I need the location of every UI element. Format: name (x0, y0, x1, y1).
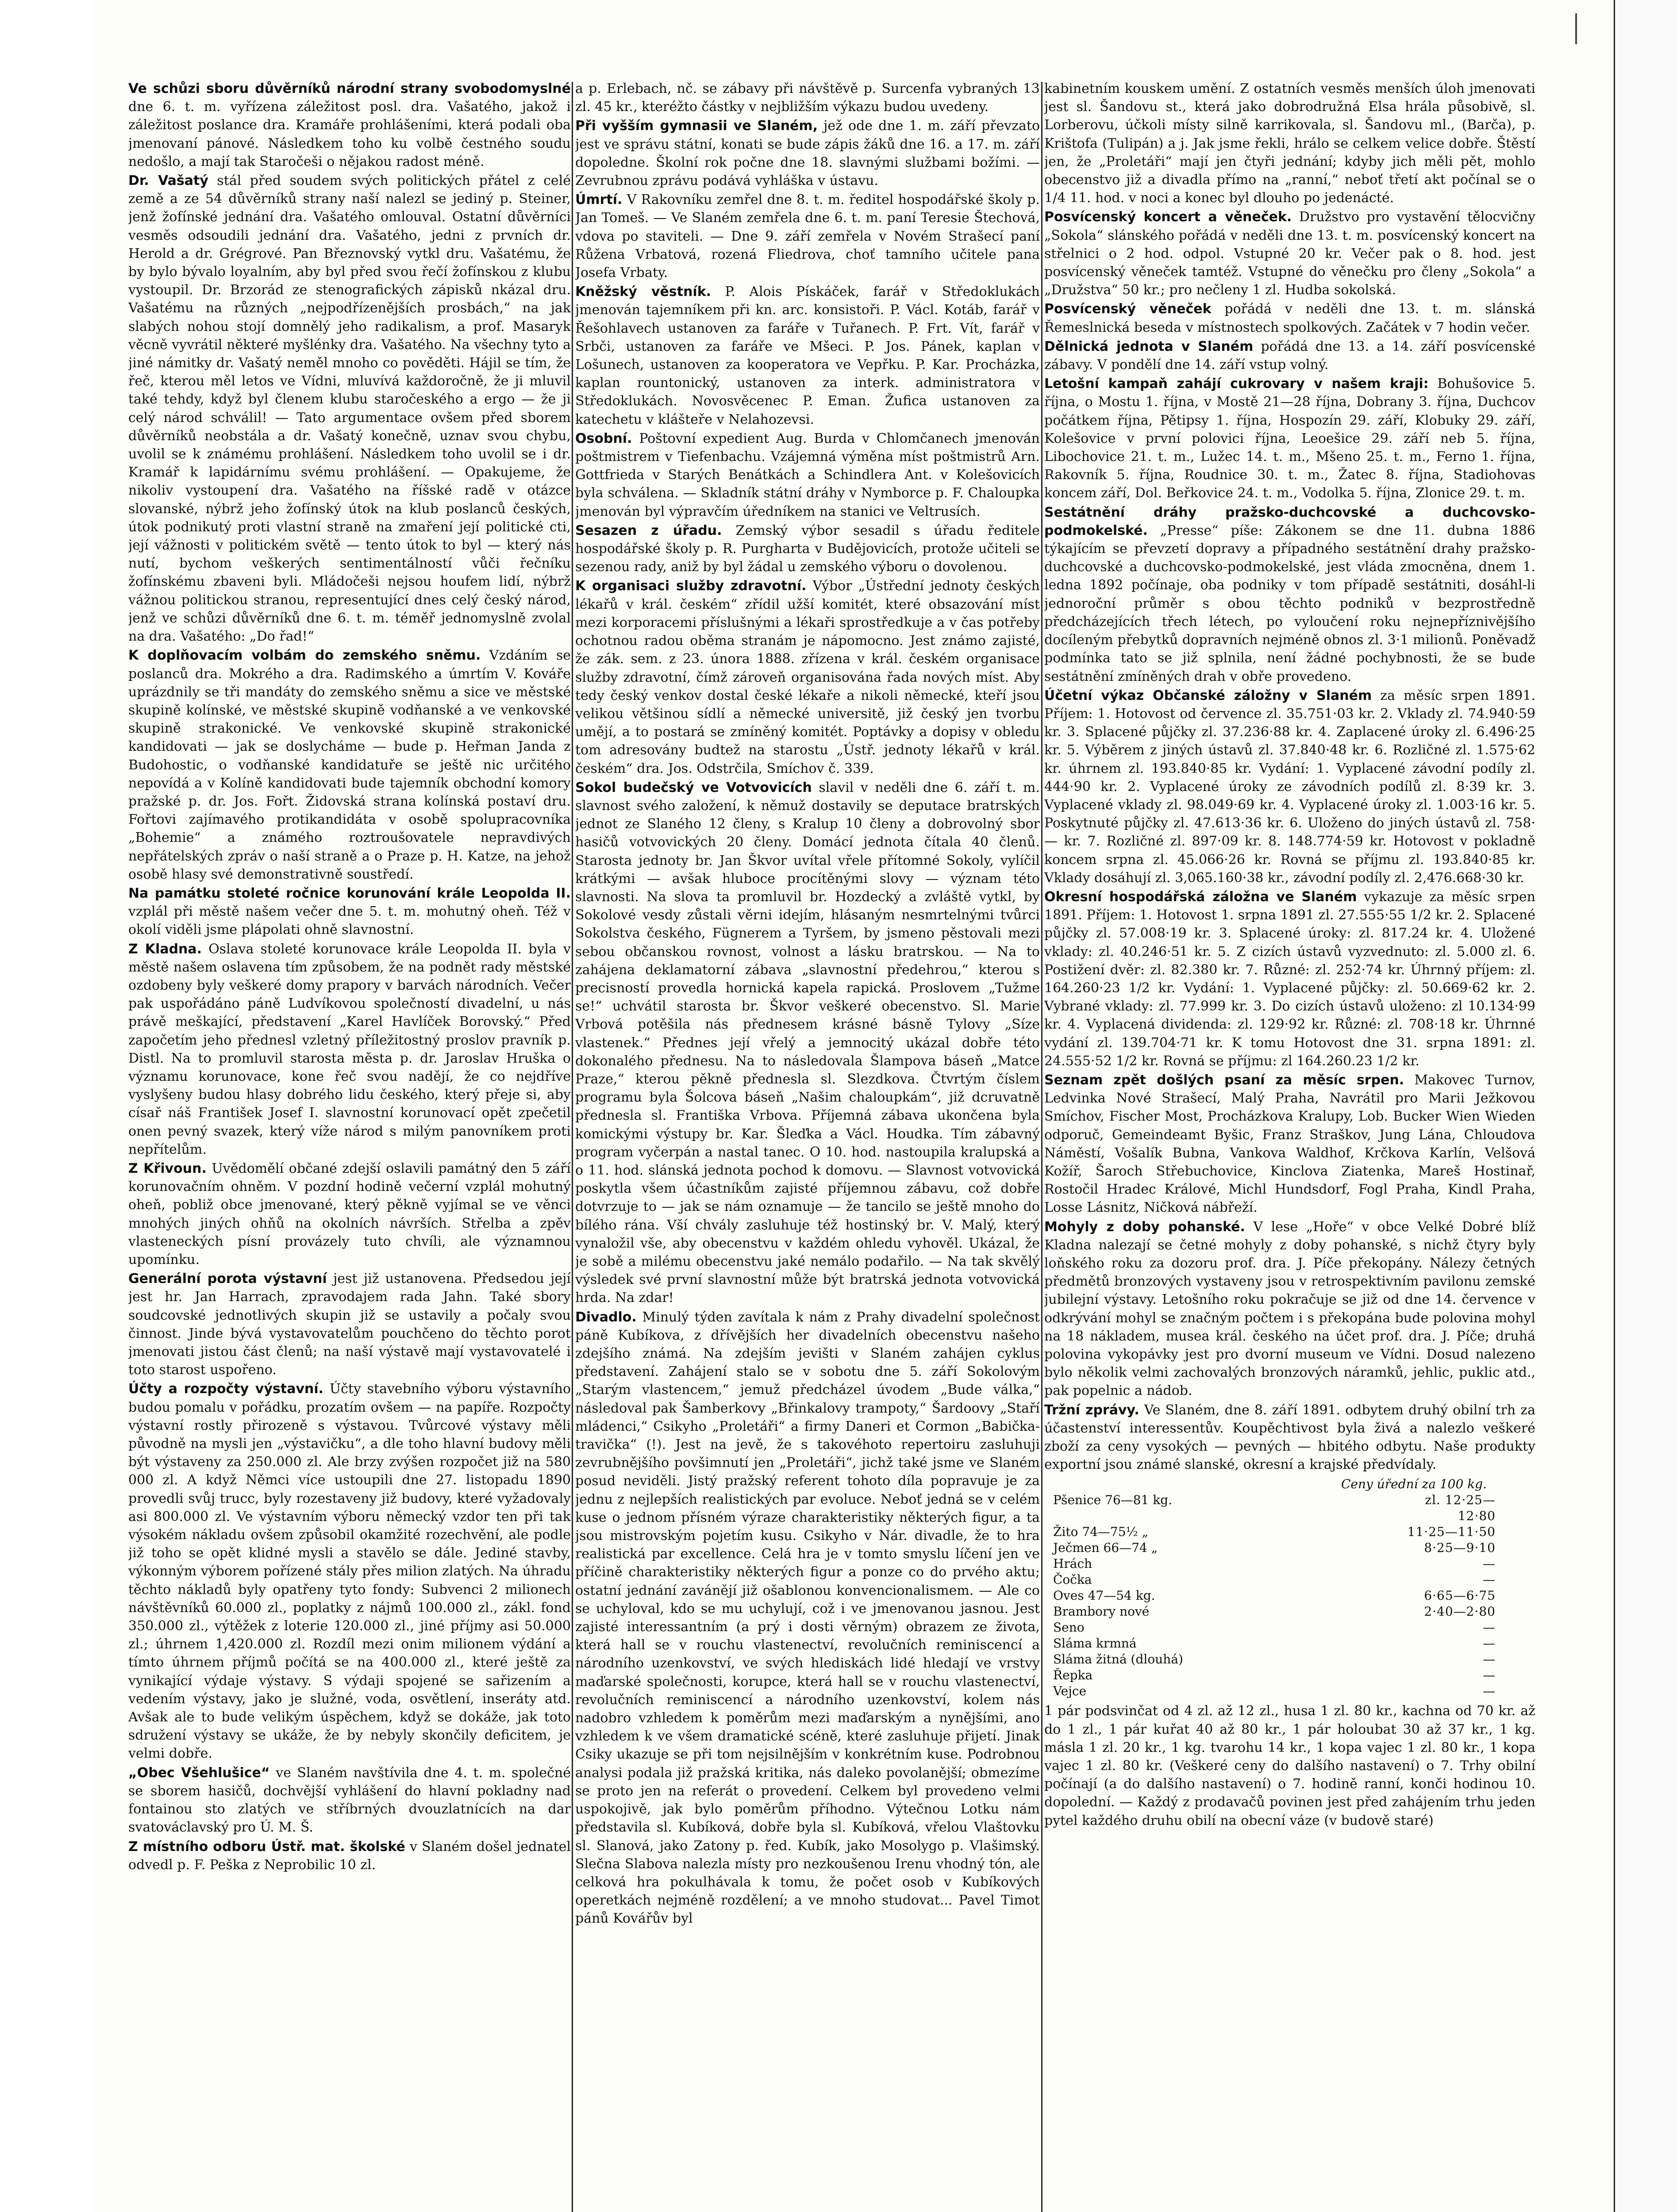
price-row (1044, 1667, 1535, 1683)
article (128, 1380, 571, 1763)
column-3 (1044, 80, 1535, 2212)
price-row (1044, 1636, 1535, 1651)
article-text: Oslava stoleté korunovace krále Leopolda II. byla v městě našem oslavena tím způsobem, že na podnět rady městské ozdobeny byly veškeré domy prapory v barvách národních. Večer pak uspořádáno páně Ludvíkovou společností divadelní, u nás právě meškající, představení „Karel Havlíček Borovský.“ Před započetím jeho přednesl vzletný příležitostný proslov pravník p. Distl. Na to promluvil starosta města p. dr. Jaroslav Hruška o významu korunovace, kone řeč svou nadějí, že co nejdříve vyslyšeny budou hlasy dobrého lidu českého, který přeje si, aby císař náš František Josef I. slavnostní korunovací opět zpečetil onen pevný svazek, který víže národ s milým panovníkem proti nepřítelům. (128, 941, 571, 1157)
article-heading: Osobní. (575, 430, 632, 446)
article-text: za měsíc srpen 1891. Příjem: 1. Hotovost od července zl. 35.751·03 kr. 2. Vklady zl. 74.940·59 kr. 3. Splacené půjčky zl. 37.236·88 kr. 4. Zaplacené úroky zl. 6.496·25 kr. 5. Výběrem z jiných ústavů zl. 37.840·48 kr. 6. Rozličné zl. 1.575·62 kr. úhrnem zl. 193.840·85 kr. Vydání: 1. Vyplacené závodní podíly zl. 444·90 kr. 2. Vyplacené úroky ze závodních podílů zl. 8·39 kr. 3. Vyplacené vklady zl. 98.049·69 kr. 4. Vyplacené úroky zl. 1.003·16 kr. 5. Poskytnuté půjčky zl. 47.613·36 kr. 6. Uloženo do jiných ústavů zl. 758·— kr. 7. Rozličné zl. 897·09 kr. 8. 148.774·59 kr. Hotovost v pokladně koncem srpna zl. 45.066·26 kr. Rovná se příjmu zl. 193.840·85 kr. Vklady dosáhují zl. 3,065.160·38 kr., závodní podíly zl. 2,476.668·30 kr. (1044, 687, 1535, 886)
article-text: dne 6. t. m. vyřízena záležitost posl. dra. Vašatého, jakož i záležitost poslance dra. Kramáře prohlášeními, která podali oba jmenovaní pánové. Následkem toho ku volbě čestného soudu nedošlo, a mají tak Staročeši o nějakou radost méně. (128, 99, 571, 169)
article-heading: Kněžský věstník. (575, 284, 712, 300)
article (1044, 687, 1535, 887)
article-heading: Z Křivoun. (128, 1160, 207, 1176)
commodity-name: Hrách (1053, 1556, 1092, 1571)
article-heading: Okresní hospodářská záložna ve Slaném (1044, 889, 1357, 905)
article-text: ve Slaném navštívila dne 4. t. m. společné se sborem hasičů, dochvější vyhlášení do hlavní pokladny nad fontainou sto zlatých ve stříbrných dvouzlatnících na dar svatováclavský pro Ú. M. Š. (128, 1765, 571, 1836)
article (128, 1838, 571, 1874)
commodity-price: — (1483, 1620, 1496, 1635)
article (128, 1270, 571, 1379)
article (575, 577, 1040, 777)
article-text: jest již ustanovena. Předsedou její jest hr. Jan Harrach, zpravodajem rada Jahn. Také sbory soudcovské jednotlivých skupin již se ustavily a počaly svou činnost. Jinde bývá vystavovatelům pouchčeno do těchto porot jmenovati jistou část členů; na naší výstavě mají vystavovatelé i toto starost uspořeno. (128, 1271, 571, 1378)
right-page-edge (1614, 0, 1677, 2212)
article-text: vykazuje za měsíc srpen 1891. Příjem: 1. Hotovost 1. srpna 1891 zl. 27.555·55 1/2 kr. 2. Splacené půjčky zl. 57.008·19 kr. 3. Splacené úroky: zl. 817.24 kr. 4. Uložené vklady: zl. 40.246·51 kr. 5. Z cizích ústavů vyzvednuto: zl. 5.000 zl. 6. Postižení dvěr: zl. 82.380 kr. 7. Různé: zl. 252·74 kr. Úhrnný příjem: zl. 164.260·23 1/2 kr. Vydání: 1. Vyplacené půjčky: zl. 50.669·62 kr. 2. Vybrané vklady: zl. 77.999 kr. 3. Do cizích ústavů uloženo: zl 10.134·99 kr. 4. Vyplacená dividenda: zl. 129·92 kr. Různé: zl. 708·18 kr. Úhrnné vydání zl. 139.704·71 kr. K tomu Hotovost dne 31. srpna 1891: zl. 24.555·52 1/2 kr. Rovná se příjmu: zl 164.260.23 1/2 kr. (1044, 889, 1535, 1069)
commodity-name: Pšenice 76—81 kg. (1053, 1493, 1173, 1508)
article-text: Minulý týden zavítala k nám z Prahy divadelní společnost páně Kubíkova, z dřívějších her divadelních obecenstvu našeho zdejšího známá. Na zdejším jevišti v Slaném zahájen cyklus představení. Zahájení stalo se v sobotu dne 5. září Sokolovým „Starým vlastencem,“ jemuž předcházel úvodem „Bude válka,“ následoval pak Šamberkovy „Břinkalovy trampoty,“ Šardoovy „Staří mládenci,“ Csikyho „Proletáři“ a firmy Daneri et Cormon „Babička-travička“ (!). Jest na jevě, že s takovéhoto repertoiru zasluhuji zevrubnějšího povšimnutí jen „Proletáři“, jichž také jsme ve Slaném posud neviděli. Jistý pražský referent tohoto díla popravuje je za jednu z nejlepších realistických par evoluce. Neboť jedná se v celém kuse o jednom přísném výraze charakteristiky některých figur, a ta jsou mistrovským pojetím kusu. Csikyho v Nár. divadle, že to hra realistická par excellence. Celá hra je v tomto smyslu líčení jen ve příčině charakteristiky některých figur a ponze co do prvého aktu; ostatní jednání zavánějí již ošablonou konvencionalismem. — Ale co se uchyloval, kdo se mu uchylují, což i ve jmenovanou jasnou. Jest zajisté interessantním (a prý i dosti věrným) obrazem ze života, která hall se v rouchu vlastenectví, revolučních reminiscencí a národního uzenkovství, ve svých hlediskách lidé hledají ve vrstvy maďarské společnosti, korupce, která hall se v rouchu vlastenectví, revolučních reminiscencí a národního uzenkovství, kolem nás nadobro vzhledem k poměrům mezi maďarským a nynějšími, ano vzhledem k ve všem dramatické scéně, které zasluhuje přijetí. Jinak Csiky ukazuje se při tom nejsilnějším v konkrétním kuse. Podrobnou analysi podala již pražská kritika, nás daleko povolanější; obmezíme se proto jen na referát o provedení. Celkem byl provedeno velmi uspokojivě, jak bylo poměrům příhodno. Výtečnou Lotku nám představila sl. Kubíková, dobře byla sl. Kubíková, vřelou Vlaštovku sl. Slanová, jako Zatony p. řed. Kubík, jako Mosolygo p. Vlašimský. Slečna Slabova nalezla místy pro nezkoušenou Irenu vhodný tón, ale celková hra pokulhávala k tomu, že počet osob v Kubíkových operetkách nejméně rozdělení; a ve mnoho studovat... Pavel Timot pánů Kovářův byl (575, 1309, 1040, 1927)
commodity-name: Brambory nové (1053, 1604, 1150, 1619)
article (1044, 1218, 1535, 1400)
commodity-price: 2·40—2·80 (1424, 1604, 1496, 1619)
article (1044, 375, 1535, 502)
article-text: a p. Erlebach, nč. se zábavy při návštěvě p. Surcenfa vybraných 13 zl. 45 kr., kteréžto částky v nejbližším výkazu budou uvedeny. (575, 81, 1040, 115)
commodity-price: — (1483, 1572, 1496, 1587)
article (575, 430, 1040, 521)
commodity-price: 8·25—9·10 (1424, 1540, 1496, 1555)
edge-mark (1575, 13, 1577, 44)
article-text: v Slaném došel jednatel odvedl p. F. Peška z Neprobilic 10 zl. (128, 1839, 571, 1873)
article-text: Družstvo pro vystavění tělocvičny „Sokola“ slánského pořádá v neděli dne 13. t. m. posvícenský koncert na střelnici o 2 hod. odpol. Vstupné 20 kr. Večer pak o 8. hod. jest posvícenský věneček tamtéž. Vstupné do věnečku pro členy „Sokola“ a „Družstva“ 50 kr.; pro nečleny 1 zl. Hudba sokolská. (1044, 209, 1535, 298)
article (128, 646, 571, 883)
article (1044, 80, 1535, 207)
article-heading: K doplňovacím volbám do zemského sněmu. (128, 648, 481, 664)
article-text: pořádá v neděli dne 13. t. m. slánská Řemeslnická beseda v místnostech spolkových. Začátek v 7 hodin večer. (1044, 301, 1535, 335)
article-heading: Dr. Vašatý (128, 173, 208, 189)
commodity-name: Sláma žitná (dlouhá) (1053, 1652, 1183, 1667)
article-heading: Posvícenský věneček (1044, 301, 1212, 317)
article (1044, 1702, 1535, 1829)
article (128, 172, 571, 645)
column-1 (128, 80, 571, 2212)
article-heading: Účty a rozpočty výstavní. (128, 1381, 324, 1397)
commodity-name: Žito 74—75½ „ (1053, 1525, 1149, 1540)
article (1044, 208, 1535, 299)
price-row (1044, 1540, 1535, 1556)
commodity-price: — (1483, 1684, 1496, 1699)
article-heading: Při vyšším gymnasii ve Slaném, (575, 118, 818, 134)
article-heading: Ve schůzi sboru důvěrníků národní strany svobodomyslné (128, 81, 571, 96)
article (128, 1764, 571, 1837)
commodity-name: Sláma krmná (1053, 1636, 1137, 1651)
article-text: jež ode dne 1. m. září převzato jest ve správu státní, konati se bude zápis žáků dne 16. a 17. m. září dopoledne. Školní rok počne dne 18. slavnými službami božími. — Zevrubnou zprávu podává vyhláška v ústavu. (575, 118, 1040, 189)
price-row (1044, 1683, 1535, 1699)
article-text: P. Alois Pískáček, farář v Středoklukách jmenován tajemníkem při kn. arc. konsistoři. P. Václ. Kotáb, farář v Řešohlavech ustanoven za faráře v Tuřanech. P. Frt. Vít, farář v Srbči, ustanoven za faráře ve Mšeci. P. Jos. Pánek, kaplan v Lošunech, ustanoven za kooperatora ve Vepřku. P. Kar. Procházka, kaplan rountonický, ustanoven za interk. administratora v Středoklukách. Novosvěcenec P. Eman. Žufica ustanoven za katechetu v klášteře v Nelahozevsi. (575, 284, 1040, 427)
commodity-price: — (1483, 1636, 1496, 1651)
article (575, 283, 1040, 429)
commodity-name: Ječmen 66—74 „ (1053, 1540, 1158, 1555)
price-row (1044, 1492, 1535, 1524)
article-text: pořádá dne 13. a 14. září posvícenské zábavy. V pondělí dne 14. září vstup volný. (1044, 338, 1535, 373)
article-text: Uvědomělí občané zdejší oslavili památný den 5 září korunovačním ohněm. V pozdní hodině večerní vzplál mohutný oheň, pobliž obce jmenované, který pěkně vyjímal se ve věnci mnohých jiných ohňů na okolních návrších. Střelba a zpěv vlasteneckých písní provázely tuto chvíli, ale významnou upomínku. (128, 1160, 571, 1267)
article-heading: Sesazen z úřadu. (575, 522, 722, 538)
article (575, 117, 1040, 190)
article-text: kabinetním kouskem umění. Z ostatních vesměs menších úloh jmenovati jest sl. Šandovu st., která jako dobrodružná Elsa hrála působivě, sl. Lorberovu, účkoli místy silně karrikovala, sl. Šandovu ml., (Barča), p. Krištofa (Tulipán) a j. Jak jsme řekli, hrálo se celkem velice dobře. Štěstí jen, že „Proletáři“ mají jen čtyři jednání; kdyby jich měli pět, mohlo obecenstvo již a divadla přímo na „ranní,“ neboť třetí akt počínal se o 1/4 11. hod. v noci a konec byl dlouho po jedenácté. (1044, 81, 1535, 206)
article-heading: Mohyly z doby pohanské. (1044, 1219, 1245, 1235)
commodity-price: 11·25—11·50 (1407, 1525, 1496, 1540)
article-heading: Z místního odboru Ústř. mat. školské (128, 1839, 405, 1855)
article-text: Výbor „Ústřední jednoty českých lékařů v král. českém“ zřídil užší komitét, které obsazování míst mezi korporacemi příslušnými a lékaři sprostředkuje a v čas potřeby ochotnou radou oběma stranám je nápomocno. Jest známo zajisté, že zák. sem. z 23. února 1888. zřízena v král. českém organisace služby zdravotní, čímž zároveň organisována řada nových míst. Aby tedy český venkov dostal české lékaře a nikoli německé, kteří jsou velikou většinou sídlí a německé universitě, již český jen tvorbu umějí, a to postará se zmíněný komitét. Poptávky a dopisy v obledu tom adresovány budtež na starostu „Ústř. jednoty lékařů v král. českém“ dra. Jos. Odstrčila, Smíchov č. 339. (575, 578, 1040, 776)
commodity-price: zl. 12·25—12·80 (1425, 1493, 1496, 1524)
article (575, 1308, 1040, 1928)
price-table-caption: Ceny úřední za 100 kg. (1341, 1477, 1487, 1492)
article-heading: Z Kladna. (128, 941, 202, 957)
article (1044, 338, 1535, 374)
article-text: stál před soudem svých politických přátel z celé země a ze 54 důvěrníků strany naší nalezl se jediný p. Steiner, jenž žofínské jednání dra. Vašatého omlouval. Ostatní důvěrníci vesměs odsoudili jednání dra. Vašatého, jedni z prvních dr. Herold a dr. Grégrové. Pan Březnovský vytkl dru. Vašatému, že by bylo bývalo loyalním, aby byl před svou řečí žofínskou z klubu vystoupil. Dr. Brzorád ze stenografických zápisků nkázal dru. Vašatému na různých „nejpodřízenějších prosbách,“ na jak slabých nohou stojí domnělý jeho radikalism, a prof. Masaryk věcně vyvrátil některé myšlénky dra. Vašatého. Na všechny tyto a jiné námitky dr. Vašatý neměl mnoho co pověděti. Hájil se tím, že řeč, kterou měl letos ve Vídni, mluvívá každoročně, že ji mluvil také tehdy, když byl členem klubu staročeského a ergo — že ji celý národ schválil! — Tato argumentace ovšem před sborem důvěrníků neobstála a dr. Vašatý konečně, uznav svou chybu, uvolil se k známému prohlášení. Následkem toho uvolil se i dr. Kramář k lapidárnímu svému prohlášení. — Opakujeme, že nikoliv vystoupení dra. Vašatého na říšské radě v otázce slovanské, nýbrž jeho žofínský útok na klub poslanců českých, útok podnikutý proti vlastní straně na zmaření její politické cti, její vážnosti v politickém světě — tento útok to byl — který nás nutí, bychom veškerých sentimentálností vůči řečníku žofínskému zbaveni byli. Mládočeši nejsou houfem lidí, nýbrž vážnou politickou stranou, representující dnes celý český národ, jenž ve schůzi důvěrníků dne 6. t. m. téměř jednomyslně zvolal na dra. Vašatého: „Do řad!“ (128, 173, 571, 645)
article-heading: Tržní zprávy. (1044, 1402, 1139, 1418)
commodity-price: — (1483, 1652, 1496, 1667)
column-2 (575, 80, 1040, 2212)
article (1044, 1401, 1535, 1474)
article (128, 80, 571, 171)
commodity-name: Seno (1053, 1620, 1085, 1635)
article-text: V Rakovníku zemřel dne 8. t. m. ředitel hospodářské školy p. Jan Tomeš. — Ve Slaném zemřela dne 6. t. m. paní Teresie Štechová, vdova po staviteli. — Dne 9. září zemřela v Novém Strašecí paní Růžena Vrbatová, rozená Fliedrova, choť tamního učitele pana Josefa Vrbaty. (575, 192, 1040, 281)
article-text: slavil v neděli dne 6. září t. m. slavnost svého založení, k němuž dostavily se deputace bratrských jednot ze Slaného 12 členy, s Kralup 10 členy a dobrovolný sbor hasičů votvovických 20 členy. Domácí jednota čítala 40 členů. Starosta jednoty br. Jan Škvor uvítal vřele přítomné Sokoly, vylíčil krátkými — avšak hluboce procítěnými slovy — význam této slavnosti. Na slova ta promluvil br. Hozdecký a zvláště vytkl, by Sokolové vesdy zůstali věrni idejím, hlásaným nesmrtelnými tvůrci Sokolstva českého, Fügnerem a Tyršem, by jsmeno pěstovali mezi sebou občanskou rovnost, volnost a lásku bratrskou. — Na to zahájena deklamatorní zábava „slavnostní předehrou,“ kterou s precisností provedla hornická kapela rapická. Proslovem „Tužme se!“ uchvátil starosta br. Škvor veškeré obecenstvo. Sl. Marie Vrbová potěšila nás přednesem krásné básně Tylovy „Síze vlastenek.“ Přednes její vřelý a jemnocitý ukázal dobře této dokonalého přednesu. Na to následovala Šlampova báseň „Matce Praze,“ kterou pěkně přednesla sl. Slezdkova. Čtvrtým číslem programu byla Šolcova báseň „Našim chaloupkám“, již dcruvatně přednesla sl. Františka Vrbova. Příjemná zábava ukončena byla komickými výstupy br. Kar. Šleďka a Václ. Houdka. Tím zábavný program vyčerpán a nastal tanec. O 10. hod. nastoupila kralupská a o 11. hod. slánská jednota pochod k domovu. — Slavnost votvovická poskytla všem účastníkům zajisté příjemnou zábavu, což dobře dotvrzuje to — jak se nám oznamuje — že tancilo se ještě mnoho do bílého rána. Vší chvály zasluhuje též hostinský br. V. Malý, který vynaložil vše, aby obecenstvu v každém ohledu vyhověl. Ukázal, že je sobě a milému obecenstvu jaké nemálo podařilo. — Na tak skvělý výsledek své první slavnostní může být bratrská jednota votvovická hrda. Na zdar! (575, 780, 1040, 1306)
column-rule (572, 82, 573, 2212)
price-row (1044, 1572, 1535, 1588)
article-heading: K organisaci služby zdravotní. (575, 578, 807, 594)
commodity-price: 6·65—6·75 (1424, 1588, 1496, 1603)
article (575, 191, 1040, 282)
commodity-name: Řepka (1053, 1668, 1093, 1683)
article (128, 1160, 571, 1269)
article-heading: Sokol budečský ve Votvovicích (575, 780, 812, 795)
article (128, 884, 571, 939)
article-heading: Dělnická jednota v Slaném (1044, 338, 1254, 354)
article-heading: Posvícenský koncert a věneček. (1044, 209, 1292, 225)
article (575, 779, 1040, 1307)
price-table (1044, 1476, 1535, 1699)
article-text: vzplál při městě našem večer dne 5. t. m. mohutný oheň. Též v okolí viděli jsme plápolati ohně slavnostní. (128, 904, 571, 938)
article-heading: Divadlo. (575, 1309, 637, 1325)
commodity-name: Čočka (1053, 1572, 1092, 1587)
article-text: Účty stavebního výboru výstavního budou pomalu v pořádku, prozatím ovšem — na papíře. Rozpočty výstavní rostly přirozeně s výstavou. Tvůrcové výstavy měli původně na mysli jen „výstavičku“, a dle toho hlavní budovy měli být výstaveny za 250.000 zl. Ale brzy zvýšen rozpočet již na 580 000 zl. A když Němci více ustoupili dne 27. listopadu 1890 provedli svůj trucc, byly rozestaveny již budovy, které vyžadovaly asi 800.000 zl. Ve výstavním výboru německý vzdor ten při tak výsokém nákladu ovšem způsobil okamžité rozechvění, ale podle již toho se opět klidné mysli a stavělo se dále. Jediné stavby, výkonným výborem pořízené stály přes milion zlatých. Na úhradu těchto nákladů byly opatřeny tyto fondy: Subvenci 2 milionech návštěvníků 60.000 zl., poplatky z nájmů 100.000 zl., zákl. fond 350.000 zl., výtěžek z loterie 120.000 zl., jiné příjmy asi 50.000 zl.; úhrnem 1,420.000 zl. Rozdíl mezi onim milionem výdání a tímto úhrnem příjmů počítá se na 400.000 zl., které ještě za vynikající výdaje výstavy. S výdaji spojené se sařizením a vedením výstavy, jako je služné, voda, osvětlení, inseráty atd. Avšak ale to bude velikým úspěchem, když se dokáže, jak toto sdružení výstavy se ukáže, že by nebyly skončily deficitem, je velmi dobře. (128, 1381, 571, 1762)
article (1044, 888, 1535, 1070)
article-heading: Úmrtí. (575, 192, 623, 208)
article-text: Zemský výbor sesadil s úřadu ředitele hospodářské školy p. R. Purgharta v Budějovicích, protože učiteli se sezenou rady, aniž by byl žádal u zemského výboru o dovolenou. (575, 522, 1040, 575)
price-row (1044, 1620, 1535, 1636)
commodity-price: — (1483, 1556, 1496, 1571)
price-row (1044, 1604, 1535, 1620)
article-text: Vzdáním se poslanců dra. Mokrého a dra. Radimského a úmrtím V. Kováře uprázdnily se tři mandáty do zemského sněmu a sice ve městské skupině kolínské, ve městské skupině vodňanské a ve venkovské skupině strakonické. Ve venkovské skupině strakonické kandidovati — jak se doslycháme — bude p. Heřman Janda z Budohostic, o vodňanské kandidatuře se ještě nic určitého nepovídá a v Kolíně kandidovati bude tajemník obchodní komory pražské p. dr. Jos. Fořt. Židovská strana kolínská postaví dru. Fořtovi zajímavého protikandidáta v osobě spolupracovníka „Bohemie“ a známého roztroušovatele nepravdivých nepřátelských zpráv o naší straně a o Praze p. H. Katze, na jehož osobě hlasy své demonstrativně soustředí. (128, 648, 571, 882)
commodity-name: Oves 47—54 kg. (1053, 1588, 1155, 1603)
article-heading: Na památku stoleté ročnice korunování krále Leopolda II. (128, 885, 571, 901)
left-margin (0, 0, 93, 2212)
article (128, 940, 571, 1159)
price-row (1044, 1556, 1535, 1572)
price-row (1044, 1524, 1535, 1540)
article-text: 1 pár podsvinčat od 4 zl. až 12 zl., husa 1 zl. 80 kr., kachna od 70 kr. až do 1 zl., 1 pár kuřat 40 až 80 kr., 1 pár holoubat 30 až 37 kr., 1 kg. másla 1 zl. 20 kr., 1 kg. tvarohu 14 kr., 1 kopa vajec 1 zl. 80 kr., 1 kopa vajec 1 zl. 80 kr. (Veškeré ceny do dalšího nastavení) o 7. Trhy obilní počínají (a do dalšího nastavení) o 7. hodině ranní, konči hodinou 10. dopolední. — Každý z prodavačů povinen jest před zahájením trhu jeden pytel každého druhu obilí na obecní váze (v budově staré) (1044, 1703, 1535, 1828)
commodity-price: — (1483, 1668, 1496, 1683)
article (1044, 1071, 1535, 1217)
article-heading: Seznam zpět došlých psaní za měsíc srpen. (1044, 1072, 1404, 1088)
commodity-name: Vejce (1053, 1684, 1087, 1699)
article (575, 522, 1040, 576)
article-text: Bohušovice 5. října, o Mostu 1. října, v Mostě 21—28 října, Dobrany 3. října, Duchcov počátkem října, Pětipsy 1. října, Hospozín 29. září, Klobuky 29. září, Kolešovice v první polovici října, Leoešice 29. září neb 5. října, Libochovice 21. t. m., Lužec 14. t. m., Mšeno 25. t. m., Ferno 1. října, Rakovník 5. října, Roudnice 30. t. m., Žatec 8. října, Stadiohovas koncem září, Dol. Beřkovice 24. t. m., Vodolka 5. října, Zlonice 29. t. m. (1044, 376, 1535, 501)
article-heading: Generální porota výstavní (128, 1271, 327, 1287)
column-rule (1041, 82, 1042, 2212)
article-text: Poštovní expedient Aug. Burda v Chlomčanech jmenován poštmistrem v Tiefenbachu. Vzájemná výměna míst poštmistrů Arn. Gottfrieda v Starých Benátkách a Schindlera Ant. v Kolešovicích byla schválena. — Skladník státní dráhy v Nymborce p. F. Chaloupka jmenován byl výpravčím úředníkem na stanici ve Veltrusích. (575, 430, 1040, 519)
price-row (1044, 1651, 1535, 1667)
article (1044, 503, 1535, 686)
article-heading: Letošní kampaň zahájí cukrovary v našem kraji: (1044, 376, 1429, 392)
article-heading: Sestátnění dráhy pražsko-duchcovské a duchcovsko-podmokelské. (1044, 504, 1535, 538)
article (1044, 300, 1535, 336)
article-text: Ve Slaném, dne 8. září 1891. odbytem druhý obilní trh za účastenství interessentův. Koupěchtivost byla živá a nalezlo veškeré zboží za ceny vysokých — pevných — hbitého odbytu. Naše produkty exportní jsou známé slanské, okresní a krajské předvídaly. (1044, 1402, 1535, 1473)
price-row (1044, 1588, 1535, 1604)
article-heading: „Obec Všehlušice“ (128, 1765, 270, 1781)
article-heading: Účetní výkaz Občanské záložny v Slaném (1044, 687, 1372, 703)
article-text: „Presse“ píše: Zákonem se dne 11. dubna 1886 týkajícím se převzetí dopravy a případného sestátnění drahy pražsko-duchcovské a duchcovsko-podmokelské, jest vláda zmocněna, dnem 1. ledna 1892 počínaje, oba podniky v tom případě sestátniti, dosáhl-li jednoroční průměr s obou těchto podniků v bezprostředně předcházejících třech létech, po vyloučení roku nejnepříznivějšího docíleným přebytků dopravních nejméně obnos zl. 3·1 milionů. Poněvadž podmínka tato se již splnila, není žádné pochybnosti, že se bude sestátnění zmíněných drah v obře provedeno. (1044, 522, 1535, 684)
article-text: Makovec Turnov, Ledvinka Nové Strašecí, Malý Praha, Navrátil pro Marii Ježkovou Smíchov, Fischer Most, Procházkova Kralupy, Lob. Bucker Wien Wieden odporuč, Gemeindeamt Byšic, Franz Straškov, Jung Lána, Chloudova Náměstí, Vošalík Bubna, Vankova Waldhof, Krčkova Karlín, Velšová Kožíř, Šaroch Střebuchovice, Kinclova Ziatenka, Mareš Hostinař, Rostočil Hradec Králové, Michl Hundsdorf, Fogl Praha, Kindl Praha, Losse Lásnitz, Ničková nábřeží. (1044, 1072, 1535, 1216)
article-text: V lese „Hoře“ v obce Velké Dobré blíž Kladna nalezají se četné mohyly z doby pohanské, s nichž čtyry byly loňského roku za dozoru prof. dra. J. Píče překopány. Nálezy četných předmětů bronzových vystaveny jsou v retrospektivním pavilonu zemské jubilejní výstavy. Letošního roku pokračuje se již od dne 14. července v odkrývání mohyl se značným počtem i s překopána bude polovina mohyl na 18 nákladem, musea král. českého na účet prof. dra. J. Píče; druhá polovina vykopávky jest pro dvorní museum ve Vídni. Dosud nalezeno bylo několik velmi zachovalých bronzových náramků, jehlic, puklic atd., pak popelnic a nádob. (1044, 1219, 1535, 1399)
article (575, 80, 1040, 116)
